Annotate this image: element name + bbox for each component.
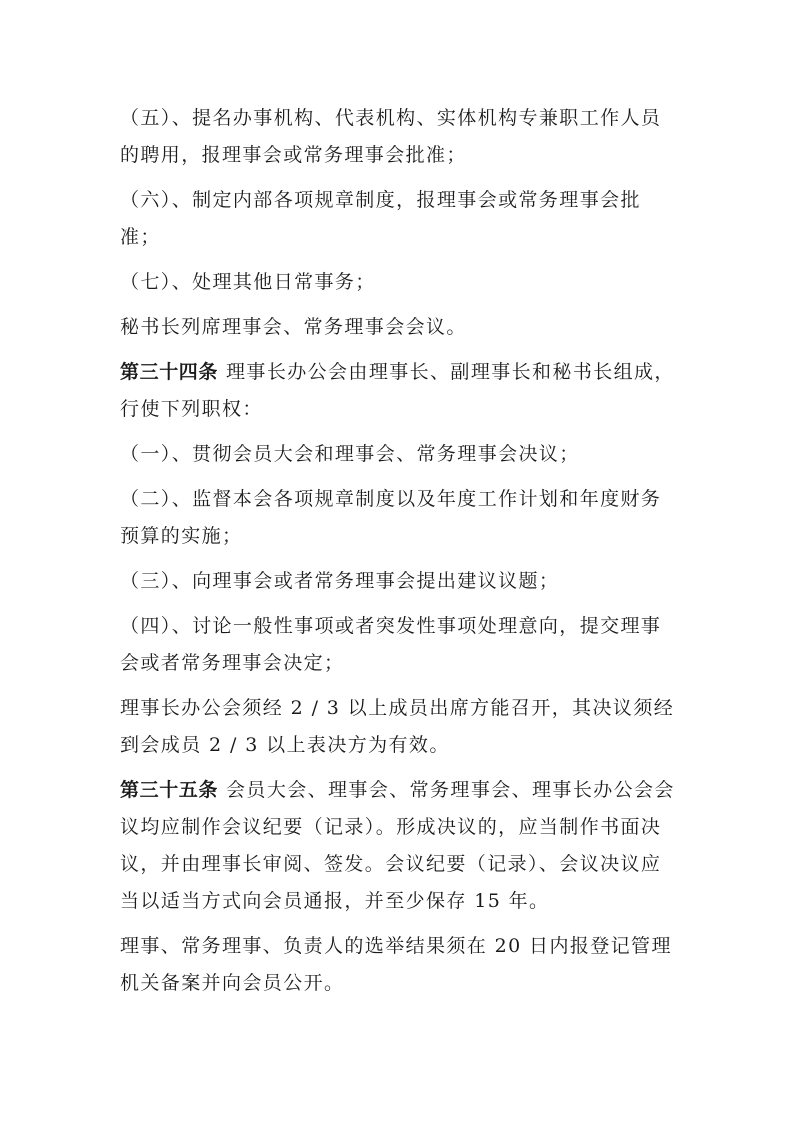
document-body xyxy=(120,100,680,1010)
paragraph-secretary-note xyxy=(120,309,680,346)
paragraph-text: （七）、处理其他日常事务； xyxy=(120,271,376,293)
paragraph-item-7 xyxy=(120,264,680,301)
article-heading: 第三十四条 xyxy=(120,361,219,383)
paragraph-text: 理事长办公会须经 2 / 3 以上成员出席方能召开，其决议须经到会成员 2 / 3 以上表决方为有效。 xyxy=(120,697,675,756)
paragraph-text: 秘书长列席理事会、常务理事会会议。 xyxy=(120,316,467,338)
paragraph-item-6 xyxy=(120,182,680,256)
paragraph-item-4 xyxy=(120,608,680,682)
paragraph-text: 会员大会、理事会、常务理事会、理事长办公会会议均应制作会议纪要（记录）。形成决议的，应当制作书面决议，并由理事长审阅、签发。会议纪要（记录）、会议决议应当以适当方式向会员通报，并至少保存 15 年。 xyxy=(120,779,675,912)
paragraph-text: （五）、提名办事机构、代表机构、实体机构专兼职工作人员的聘用，报理事会或常务理事会批准； xyxy=(120,107,662,166)
paragraph-text: 理事、常务理事、负责人的选举结果须在 20 日内报登记管理机关备案并向会员公开。 xyxy=(120,935,672,994)
article-35 xyxy=(120,772,680,920)
paragraph-item-2 xyxy=(120,481,680,555)
paragraph-item-5 xyxy=(120,100,680,174)
paragraph-text: （三）、向理事会或者常务理事会提出建议议题； xyxy=(120,570,560,592)
paragraph-text: 理事长办公会由理事长、副理事长和秘书长组成，行使下列职权： xyxy=(120,361,675,420)
paragraph-election-results xyxy=(120,928,680,1002)
paragraph-text: （一）、贯彻会员大会和理事会、常务理事会决议； xyxy=(120,443,580,465)
paragraph-text: （六）、制定内部各项规章制度，报理事会或常务理事会批准； xyxy=(120,189,641,248)
paragraph-text: （二）、监督本会各项规章制度以及年度工作计划和年度财务预算的实施； xyxy=(120,488,662,547)
article-heading: 第三十五条 xyxy=(120,779,219,801)
paragraph-item-1 xyxy=(120,436,680,473)
paragraph-text: （四）、讨论一般性事项或者突发性事项处理意向，提交理事会或者常务理事会决定； xyxy=(120,615,662,674)
article-34 xyxy=(120,354,680,428)
paragraph-item-3 xyxy=(120,563,680,600)
paragraph-quorum-rule xyxy=(120,690,680,764)
